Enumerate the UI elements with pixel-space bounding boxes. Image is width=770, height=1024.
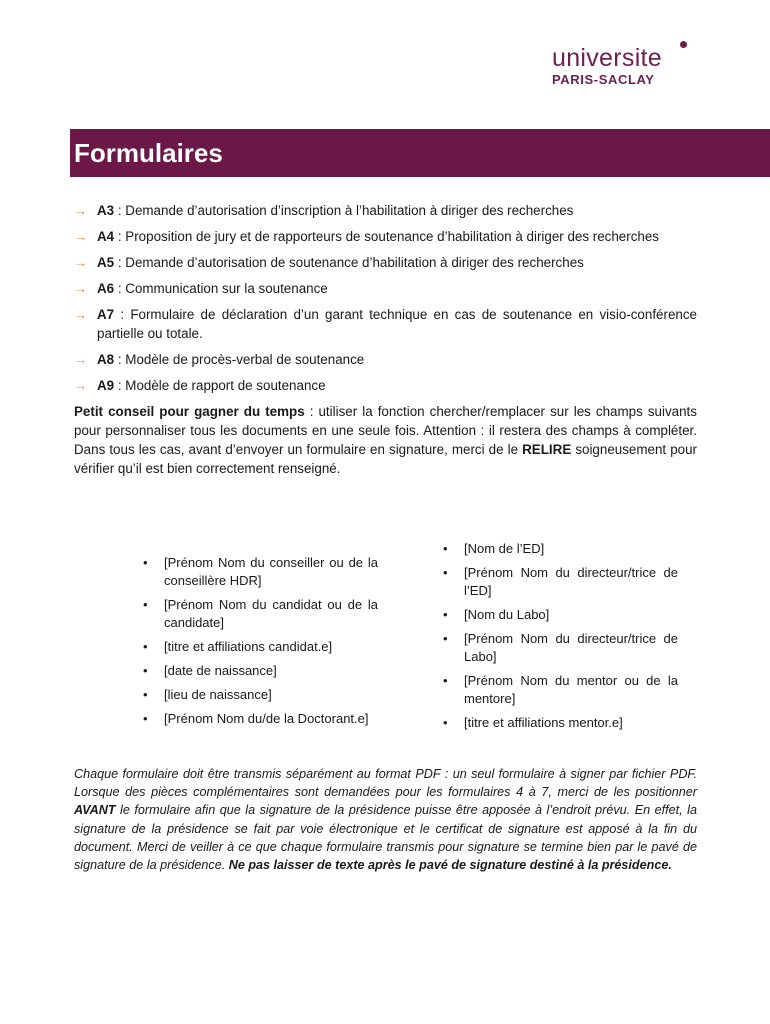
form-code: A3 (97, 203, 115, 218)
form-item-a7 (74, 305, 697, 343)
form-code: A7 (97, 307, 115, 322)
arrow-icon: → (74, 307, 88, 322)
field-item (440, 540, 678, 558)
field-item (140, 662, 378, 680)
section-banner (70, 129, 770, 177)
bullet-icon: • (143, 687, 148, 702)
field-item (440, 564, 678, 600)
submission-note (74, 765, 697, 874)
note-text-1: Chaque formulaire doit être transmis séparément au format PDF : un seul formulaire à signer par fichier PDF. Lorsque des pièces complémentaires sont demandées pour les formulaires 4 à 7, merci de les positionner (74, 767, 697, 800)
form-item-a8 (74, 350, 697, 369)
bullet-icon: • (443, 607, 448, 622)
arrow-icon: → (74, 378, 88, 393)
form-code: A4 (97, 229, 115, 244)
universite-paris-saclay-logo (549, 40, 689, 90)
form-code: A8 (97, 352, 115, 367)
field-item (140, 710, 378, 728)
bullet-icon: • (143, 711, 148, 726)
field-item (440, 630, 678, 666)
field-item (440, 714, 678, 732)
field-item (140, 686, 378, 704)
tip-text-1: : utiliser la fonction chercher/remplacer sur les champs suivants pour personnaliser tous les documents en une seule fois. Attention : il restera des champs à compléter. Dans tous les cas, avant d’envoyer un formulaire en signature, merci de le (74, 404, 697, 457)
note-avant: AVANT (74, 803, 116, 818)
logo-dot (680, 41, 687, 48)
arrow-icon: → (74, 203, 88, 218)
arrow-icon: → (74, 255, 88, 270)
bullet-icon: • (143, 555, 148, 570)
bullet-icon: • (443, 541, 448, 556)
bullet-icon: • (143, 597, 148, 612)
logo-line-paris-saclay: PARIS-SACLAY (552, 72, 655, 87)
fields-list-right (440, 540, 678, 738)
field-text: [Nom du Labo] (464, 607, 550, 622)
form-code: A6 (97, 281, 115, 296)
form-item-a3 (74, 201, 697, 220)
field-item (440, 672, 678, 708)
form-description: : Communication sur la soutenance (114, 281, 328, 296)
field-text: [Prénom Nom du mentor ou de la mentore] (464, 673, 678, 706)
form-description: : Demande d’autorisation d’inscription à l’habilitation à diriger des recherches (114, 203, 574, 218)
main-content (74, 201, 697, 478)
field-text: [date de naissance] (164, 663, 277, 678)
field-text: [titre et affiliations candidat.e] (164, 639, 333, 654)
form-item-a5 (74, 253, 697, 272)
tip-relire: RELIRE (522, 442, 572, 457)
field-text: [Nom de l’ED] (464, 541, 545, 556)
note-text-2: le formulaire afin que la signature de la présidence puisse être apposée à l’endroit prévu. En effet, la signature de la présidence se fait par voie électronique et le certificat de signature est apposé à la fin du document. Merci de veiller à ce que chaque formulaire transmis pour signature se termine bien par le pavé de signature de la présidence. (74, 803, 697, 873)
fields-list-left (140, 554, 378, 734)
field-text: [Prénom Nom du candidat ou de la candidate] (164, 597, 378, 630)
field-text: [Prénom Nom du/de la Doctorant.e] (164, 711, 369, 726)
field-text: [Prénom Nom du directeur/trice de Labo] (464, 631, 678, 664)
bullet-icon: • (143, 663, 148, 678)
bullet-icon: • (443, 673, 448, 688)
form-item-a6 (74, 279, 697, 298)
form-code: A9 (97, 378, 115, 393)
arrow-icon: → (74, 229, 88, 244)
field-text: [Prénom Nom du directeur/trice de l’ED] (464, 565, 678, 598)
form-description: : Demande d’autorisation de soutenance d’habilitation à diriger des recherches (114, 255, 584, 270)
forms-list (74, 201, 697, 395)
field-item (140, 596, 378, 632)
bullet-icon: • (143, 639, 148, 654)
tip-heading: Petit conseil pour gagner du temps (74, 404, 305, 419)
logo-line-universite: universite (552, 44, 662, 72)
form-description: : Modèle de procès-verbal de soutenance (114, 352, 365, 367)
placeholder-fields (140, 540, 700, 760)
form-description: : Proposition de jury et de rapporteurs de soutenance d’habilitation à diriger des recherches (114, 229, 660, 244)
arrow-icon: → (74, 352, 88, 367)
form-description: : Modèle de rapport de soutenance (114, 378, 326, 393)
note-warning: Ne pas laisser de texte après le pavé de signature destiné à la présidence. (228, 858, 672, 873)
tip-text-2: soigneusement pour vérifier qu’il est bien correctement renseigné. (74, 442, 698, 476)
field-item (440, 606, 678, 624)
bullet-icon: • (443, 715, 448, 730)
bullet-icon: • (443, 565, 448, 580)
page-title: Formulaires (74, 138, 223, 168)
time-saving-tip (74, 402, 697, 478)
field-item (140, 638, 378, 656)
field-text: [lieu de naissance] (164, 687, 272, 702)
field-text: [titre et affiliations mentor.e] (464, 715, 623, 730)
form-code: A5 (97, 255, 115, 270)
field-item (140, 554, 378, 590)
field-text: [Prénom Nom du conseiller ou de la conseillère HDR] (164, 555, 378, 588)
form-item-a9 (74, 376, 697, 395)
bullet-icon: • (443, 631, 448, 646)
form-item-a4 (74, 227, 697, 246)
arrow-icon: → (74, 281, 88, 296)
form-description: : Formulaire de déclaration d’un garant technique en cas de soutenance en visio-conférence partielle ou totale. (97, 307, 697, 341)
